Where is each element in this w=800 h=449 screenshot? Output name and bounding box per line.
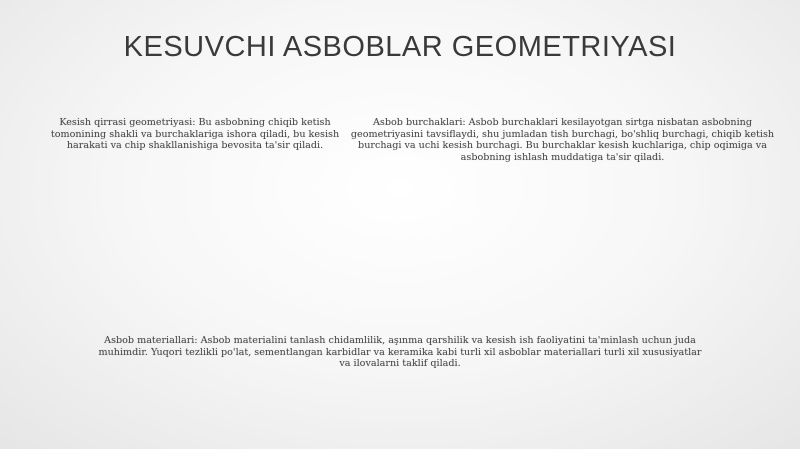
text-block-cutting-edge-geometry: Kesish qirrasi geometriyasi: Bu asbobning chiqib ketish tomonining shakli va burchaklariga ishora qiladi, bu kesish harakati va chip shakllanishiga bevosita ta'sir qiladi. [50, 117, 340, 152]
text-block-tool-materials: Asbob materiallari: Asbob materialini tanlash chidamlilik, aşınma qarshilik va kesish ish faoliyatini ta'minlash uchun juda muhimdir. Yuqori tezlikli po'lat, sementlangan karbidlar va keramika kabi turli xil asboblar materiallari turli xil xususiyatlar va ilovalarni taklif qiladi. [98, 335, 702, 370]
text-block-tool-angles: Asbob burchaklari: Asbob burchaklari kesilayotgan sirtga nisbatan asbobning geometriyasini tavsiflaydi, shu jumladan tish burchagi, bo'shliq burchagi, chiqib ketish burchagi va uchi kesish burchagi. Bu burchaklar kesish kuchlariga, chip oqimiga va asbobning ishlash muddatiga ta'sir qiladi. [350, 117, 775, 163]
slide-title: KESUVCHI ASBOBLAR GEOMETRIYASI [123, 31, 677, 63]
